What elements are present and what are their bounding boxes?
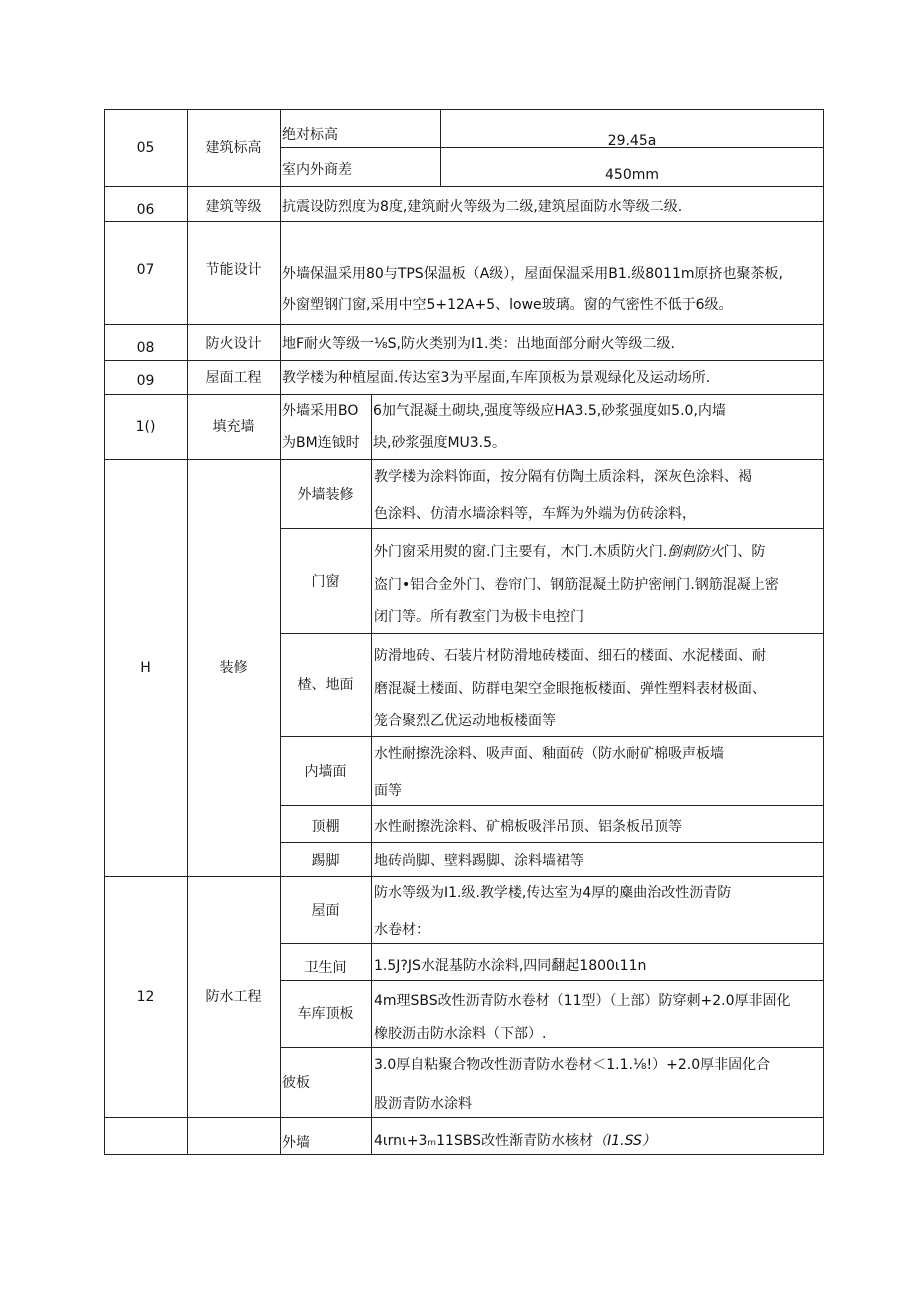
cell-text: 防水等级为I1.级.教学楼,传达室为4厚的麋曲治改性沥青防 — [374, 885, 732, 901]
row-number: 1() — [135, 419, 156, 435]
cell-value: 450mm — [605, 167, 659, 183]
rule — [371, 394, 372, 460]
cell-text: 6加气混凝土砌块,强度等级应HA3.5,砂浆强度如5.0,内墙 — [373, 403, 726, 419]
cell-text: 闭门等。所有教室门为极卡电控门 — [374, 609, 584, 625]
text-run: 4ιrnι+3ₘ11SBS改性渐青防水核材 — [374, 1133, 594, 1149]
cell-text: 1.5J?JS水混基防水涂料,四同翻起1800ι11n — [374, 958, 647, 974]
rule — [104, 876, 824, 877]
row-number: 05 — [136, 140, 155, 156]
rule — [280, 633, 824, 634]
row-title: 防火设计 — [205, 336, 262, 352]
cell-text: 地砖尚脚、壁料踢脚、涂料墙裙等 — [374, 853, 584, 869]
text-run: 外门窗采用熨的窗.门主要有，木门.木质防火门. — [374, 544, 668, 560]
sub-label: 楂、地面 — [297, 677, 354, 693]
row-title: 防水工程 — [205, 989, 262, 1005]
cell-text: 外墙保温采用80与TPS保温板（A级），屋面保温采用B1.级8011m原挤也聚茶板, — [282, 266, 783, 282]
row-number: 12 — [136, 989, 155, 1005]
sub-label: 外墙装修 — [297, 487, 354, 503]
row-number: 06 — [136, 202, 155, 218]
row-title: 建筑等级 — [205, 199, 262, 215]
rule — [280, 1047, 824, 1048]
rule — [104, 1154, 824, 1155]
row-title: 装修 — [219, 660, 248, 676]
rule — [104, 109, 824, 110]
rule — [104, 186, 824, 187]
sub-label: 踢脚 — [311, 853, 340, 869]
cell-text: 水卷材： — [374, 922, 430, 938]
rule — [104, 324, 824, 325]
cell-text: 块,砂浆强度MU3.5。 — [373, 435, 507, 451]
cell-text: 4m理SBS改性沥青防水卷材（11型）（上部）防穿刺+2.0厚非固化 — [374, 993, 791, 1009]
rule — [104, 221, 824, 222]
rule — [280, 842, 824, 843]
rule — [280, 805, 824, 806]
sub-label: 彼板 — [282, 1075, 310, 1091]
sub-label: 车库顶板 — [297, 1006, 354, 1022]
cell-text: 地F耐火等级一⅛S,防火类别为I1.类：出地面部分耐火等级二级. — [282, 336, 675, 352]
row-title: 节能设计 — [205, 262, 262, 278]
row-number: 07 — [136, 262, 155, 278]
cell-text: 磨混凝土楼面、防群电架空金眼拖板楼面、弹性塑料表材极面、 — [374, 681, 766, 697]
row-title: 填充墙 — [212, 419, 255, 435]
row-number: 08 — [136, 340, 155, 356]
rule — [104, 394, 824, 395]
rule — [104, 360, 824, 361]
cell-text: 防滑地砖、石装片材防滑地砖楼面、细石的楼面、水泥楼面、耐 — [374, 648, 766, 664]
sub-label: 顶棚 — [311, 819, 340, 835]
rule — [280, 736, 824, 737]
rule — [280, 980, 824, 981]
cell-text: 教学楼为涂料饰面，按分隔有仿陶土质涂料，深灰色涂料、褐 — [374, 469, 752, 485]
row-number: 09 — [136, 373, 155, 389]
row-title: 屋面工程 — [205, 370, 262, 386]
rule — [280, 943, 824, 944]
cell-text: 股沥青防水涂料 — [374, 1096, 472, 1112]
cell-text: 笼合聚烈乙优运动地板楼面等 — [374, 713, 556, 729]
row-title: 建筑标高 — [205, 140, 262, 156]
sub-label: 内墙面 — [304, 764, 347, 780]
row-number: H — [140, 660, 151, 676]
sub-label: 卫生间 — [304, 960, 347, 976]
rule — [280, 109, 281, 1155]
rule — [280, 528, 824, 529]
cell-text: 为BM连钺时 — [282, 435, 360, 451]
sub-label: 外墙 — [282, 1135, 310, 1151]
rule — [104, 459, 824, 460]
rule — [823, 109, 824, 1155]
cell-text: 外窗塑钢门窗,采用中空5+12A+5、lowe玻璃。窗的气密性不低于6级。 — [282, 297, 733, 313]
text-run: （I1.SS） — [593, 1133, 656, 1149]
cell-label: 绝对标高 — [282, 127, 338, 143]
sub-label: 门窗 — [311, 574, 340, 590]
cell-text: 抗震设防烈度为8度,建筑耐火等级为二级,建筑屋面防水等级二级. — [282, 199, 683, 215]
rule — [371, 1117, 372, 1155]
cell-text: 水性耐擦洗涂料、矿棉板吸泮吊顶、铝条板吊顶等 — [374, 819, 682, 835]
cell-text: 面等 — [374, 783, 402, 799]
cell-text: 教学楼为种植屋面.传达室3为平屋面,车库顶板为景观绿化及运动场所. — [282, 370, 711, 386]
cell-text: 盗门•铝合金外门、卷帘门、钢筋混凝土防护密闸门.钢筋混凝上密 — [374, 577, 779, 593]
cell-text — [374, 1132, 656, 1150]
rule — [104, 1117, 824, 1118]
text-run: 倒刺防火 — [667, 544, 724, 560]
cell-value: 29.45a — [607, 133, 657, 149]
text-run: 门、防 — [723, 544, 766, 560]
cell-text: 水性耐擦洗涂料、吸声面、釉面砖（防水耐矿棉吸声板墙 — [374, 746, 724, 762]
cell-text — [374, 543, 765, 561]
rule — [371, 459, 372, 1118]
cell-text: 3.0厚自粘聚合物改性沥青防水卷材＜1.1.⅛!）+2.0厚非固化合 — [374, 1057, 771, 1073]
sub-label: 屋面 — [311, 903, 340, 919]
cell-label: 室内外商差 — [282, 162, 352, 178]
cell-text: 橡胶沥击防水涂料（下部）. — [374, 1026, 547, 1042]
cell-text: 外墙采用BO — [282, 403, 359, 419]
cell-text: 色涂料、仿清水墙涂料等，车辉为外端为仿砖涂料， — [374, 506, 696, 522]
